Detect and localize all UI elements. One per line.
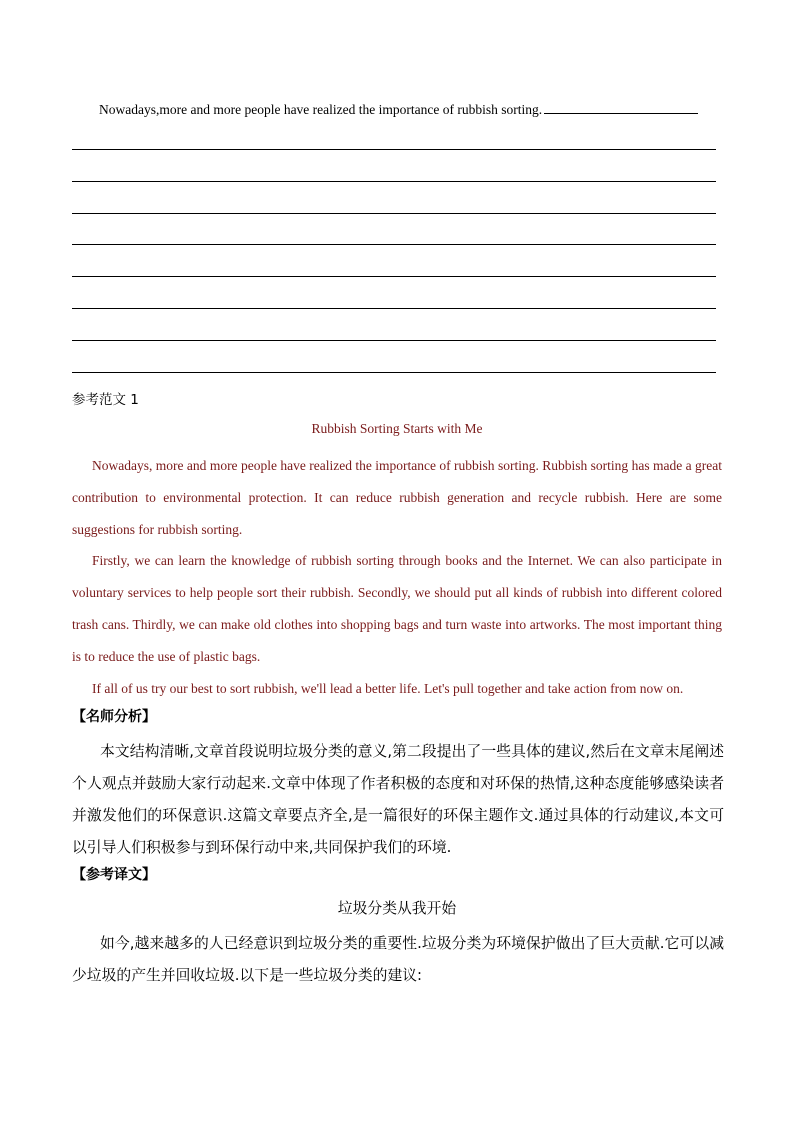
answer-blank[interactable] xyxy=(544,112,698,114)
essay-title: Rubbish Sorting Starts with Me xyxy=(311,421,483,436)
answer-line[interactable] xyxy=(72,149,716,150)
prompt-opening-sentence: Nowadays,more and more people have realized the importance of rubbish sorting. xyxy=(99,102,543,117)
essay-paragraph: If all of us try our best to sort rubbish, we'll lead a better life. Let's pull together and take action from now on. xyxy=(92,680,684,696)
answer-line[interactable] xyxy=(72,244,716,245)
essay-paragraph: Nowadays, more and more people have realized the importance of rubbish sorting. Rubbish sorting has made a great contribution to environmental protection. It can reduce rubbish generation and recycle rubbish. Here are some suggestions for rubbish sorting. xyxy=(72,458,722,537)
answer-line[interactable] xyxy=(72,276,716,277)
writing-prompt xyxy=(99,102,698,118)
answer-line[interactable] xyxy=(72,308,716,309)
essay-paragraph: Firstly, we can learn the knowledge of rubbish sorting through books and the Internet. We can also participate in voluntary services to help people sort their rubbish. Secondly, we should put all kinds of rubbish into different colored trash cans. Thirdly, we can make old clothes into shopping bags and turn waste into artworks. The most important thing is to reduce the use of plastic bags. xyxy=(72,553,722,664)
translation-paragraph: 如今,越来越多的人已经意识到垃圾分类的重要性.垃圾分类为环境保护做出了巨大贡献.它可以减少垃圾的产生并回收垃圾.以下是一些垃圾分类的建议: xyxy=(72,935,724,984)
answer-line[interactable] xyxy=(72,181,716,182)
sample-essay xyxy=(72,418,722,704)
analysis-heading: 【名师分析】 xyxy=(72,709,156,725)
translation-heading: 【参考译文】 xyxy=(72,867,156,883)
analysis-text: 本文结构清晰,文章首段说明垃圾分类的意义,第二段提出了一些具体的建议,然后在文章末尾阐述个人观点并鼓励大家行动起来.文章中体现了作者积极的态度和对环保的热情,这种态度能够感染读者并激发他们的环保意识.这篇文章要点齐全,是一篇很好的环保主题作文.通过具体的行动建议,本文可以引导人们积极参与到环保行动中来,共同保护我们的环境. xyxy=(72,743,724,856)
answer-line[interactable] xyxy=(72,213,716,214)
sample-essay-label: 参考范文 1 xyxy=(72,392,139,408)
answer-line[interactable] xyxy=(72,340,716,341)
answer-lines[interactable] xyxy=(72,149,716,403)
translation-title: 垃圾分类从我开始 xyxy=(337,900,457,917)
answer-line[interactable] xyxy=(72,372,716,373)
